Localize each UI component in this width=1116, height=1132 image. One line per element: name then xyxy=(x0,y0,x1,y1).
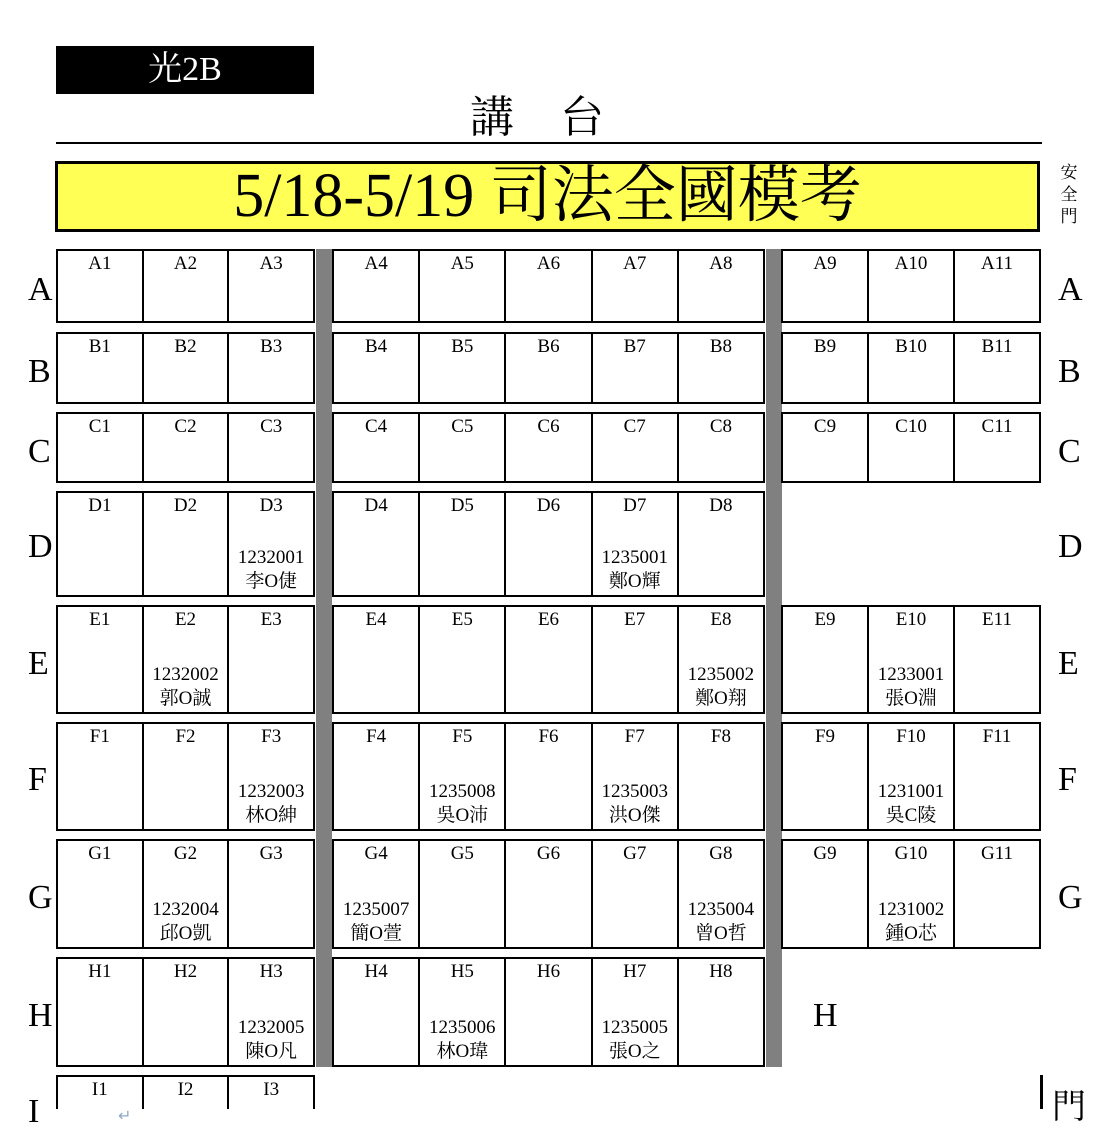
seat-a11[interactable] xyxy=(955,251,1039,321)
seat-h3[interactable] xyxy=(229,959,313,1065)
seat-h6[interactable] xyxy=(506,959,592,1065)
seat-number-label: A3 xyxy=(259,253,283,274)
row-label-left-i: I xyxy=(28,1093,40,1130)
seat-number-label: A8 xyxy=(709,253,733,274)
seat-e9[interactable] xyxy=(783,607,869,712)
seat-number-label: C7 xyxy=(623,416,646,437)
seat-b1[interactable] xyxy=(58,334,144,402)
seat-b7[interactable] xyxy=(593,334,679,402)
seat-i3[interactable] xyxy=(229,1077,313,1109)
examinee-name: 陳O凡 xyxy=(245,1041,298,1062)
examinee-name: 洪O傑 xyxy=(608,805,661,826)
seat-f6[interactable] xyxy=(506,724,592,829)
seat-number-label: E10 xyxy=(895,609,927,630)
seat-f8[interactable] xyxy=(679,724,763,829)
seat-number-label: A2 xyxy=(173,253,198,274)
examinee-id: 1235001 xyxy=(601,547,668,568)
seat-number-label: D6 xyxy=(536,495,561,516)
seat-a2[interactable] xyxy=(144,251,230,321)
seat-a6[interactable] xyxy=(506,251,592,321)
seat-b2[interactable] xyxy=(144,334,230,402)
examinee-id: 1235005 xyxy=(601,1017,668,1038)
door-line xyxy=(1040,1075,1043,1109)
seat-h8[interactable] xyxy=(679,959,763,1065)
seat-e2[interactable] xyxy=(144,607,230,712)
seat-c6[interactable] xyxy=(506,414,592,481)
examinee-name: 林O紳 xyxy=(245,805,298,826)
seat-block-c-2 xyxy=(332,412,765,483)
safety-exit-label: 安全門 xyxy=(1060,163,1078,226)
seat-number-label: E5 xyxy=(451,609,473,630)
examinee-name: 曾O哲 xyxy=(695,923,747,944)
seat-h5[interactable] xyxy=(420,959,506,1065)
seat-b8[interactable] xyxy=(679,334,763,402)
examinee-id: 1235004 xyxy=(687,899,755,920)
seat-number-label: E11 xyxy=(982,609,1012,630)
row-label-left-f: F xyxy=(28,761,47,798)
seat-number-label: C10 xyxy=(895,416,927,437)
examinee-name: 郭O誠 xyxy=(159,688,212,709)
seat-b6[interactable] xyxy=(506,334,592,402)
seat-number-label: F7 xyxy=(624,726,645,747)
row-label-left-b: B xyxy=(28,353,51,390)
seat-number-label: I2 xyxy=(177,1079,194,1100)
examinee-id: 1232001 xyxy=(237,547,305,568)
paragraph-return-mark: ↵ xyxy=(118,1106,132,1125)
seat-a3[interactable] xyxy=(229,251,313,321)
seat-block-e-3 xyxy=(781,605,1041,714)
seat-block-d-1 xyxy=(56,491,315,597)
seat-d8[interactable] xyxy=(679,493,763,595)
examinee-name: 吳C陵 xyxy=(885,805,937,826)
seat-number-label: F2 xyxy=(175,726,196,747)
row-label-left-g: G xyxy=(28,879,53,916)
seat-number-label: G10 xyxy=(894,843,928,864)
door-label: 門 xyxy=(1052,1089,1086,1126)
seat-block-c-1 xyxy=(56,412,315,483)
seat-block-b-1 xyxy=(56,332,315,404)
seat-block-a-3 xyxy=(781,249,1041,323)
seat-c5[interactable] xyxy=(420,414,506,481)
seat-h4[interactable] xyxy=(334,959,420,1065)
seat-a4[interactable] xyxy=(334,251,420,321)
seat-f9[interactable] xyxy=(783,724,869,829)
seat-number-label: F11 xyxy=(982,726,1012,747)
seat-f2[interactable] xyxy=(144,724,230,829)
seat-number-label: E9 xyxy=(814,609,836,630)
seat-b10[interactable] xyxy=(869,334,955,402)
seat-d1[interactable] xyxy=(58,493,144,595)
seat-i2[interactable] xyxy=(144,1077,230,1109)
seat-number-label: C6 xyxy=(537,416,560,437)
seat-number-label: G8 xyxy=(709,843,733,864)
seat-number-label: E1 xyxy=(89,609,111,630)
seat-number-label: B3 xyxy=(260,336,283,357)
row-label-left-e: E xyxy=(28,645,49,682)
examinee-name: 李O倢 xyxy=(245,571,298,592)
seat-number-label: H2 xyxy=(173,961,198,982)
seat-e7[interactable] xyxy=(593,607,679,712)
seat-number-label: F8 xyxy=(710,726,731,747)
seat-e6[interactable] xyxy=(506,607,592,712)
seat-b3[interactable] xyxy=(229,334,313,402)
examinee-id: 1235003 xyxy=(601,781,668,802)
seat-number-label: F1 xyxy=(89,726,110,747)
seat-number-label: A6 xyxy=(536,253,561,274)
seat-d3[interactable] xyxy=(229,493,313,595)
seat-number-label: D1 xyxy=(88,495,112,516)
seat-number-label: D8 xyxy=(709,495,733,516)
exam-title-banner: 5/18-5/19 司法全國模考 xyxy=(55,161,1040,232)
seat-number-label: A5 xyxy=(450,253,474,274)
seat-c4[interactable] xyxy=(334,414,420,481)
seat-g4[interactable] xyxy=(334,841,420,947)
examinee-name: 鄭O輝 xyxy=(608,571,661,592)
seat-block-f-3 xyxy=(781,722,1041,831)
seat-d5[interactable] xyxy=(420,493,506,595)
seat-f3[interactable] xyxy=(229,724,313,829)
seat-g6[interactable] xyxy=(506,841,592,947)
seat-block-g-2 xyxy=(332,839,765,949)
seat-a8[interactable] xyxy=(679,251,763,321)
seat-number-label: F9 xyxy=(814,726,836,747)
seat-number-label: B6 xyxy=(537,336,560,357)
seat-number-label: G11 xyxy=(980,843,1014,864)
seat-block-f-2 xyxy=(332,722,765,831)
seat-number-label: G5 xyxy=(450,843,474,864)
seat-h2[interactable] xyxy=(144,959,230,1065)
seat-block-c-3 xyxy=(781,412,1041,483)
seat-c9[interactable] xyxy=(783,414,869,481)
seat-number-label: E2 xyxy=(174,609,197,630)
seat-number-label: F10 xyxy=(896,726,926,747)
seat-e10[interactable] xyxy=(869,607,955,712)
seat-g7[interactable] xyxy=(593,841,679,947)
seat-f7[interactable] xyxy=(593,724,679,829)
seat-number-label: C8 xyxy=(709,416,732,437)
examinee-name: 邱O凱 xyxy=(159,923,212,944)
seat-number-label: B7 xyxy=(623,336,646,357)
row-label-right-g: G xyxy=(1058,879,1083,916)
seat-number-label: I1 xyxy=(91,1079,108,1100)
row-label-left-h: H xyxy=(28,997,53,1034)
seat-number-label: A11 xyxy=(980,253,1014,274)
seat-g9[interactable] xyxy=(783,841,869,947)
seat-g1[interactable] xyxy=(58,841,144,947)
seat-number-label: B2 xyxy=(174,336,197,357)
seat-number-label: I3 xyxy=(263,1079,280,1100)
seat-e4[interactable] xyxy=(334,607,420,712)
examinee-id: 1231001 xyxy=(877,781,945,802)
seat-block-g-1 xyxy=(56,839,315,949)
row-label-right-d: D xyxy=(1058,528,1083,565)
seat-f5[interactable] xyxy=(420,724,506,829)
examinee-name: 鄭O翔 xyxy=(695,688,747,709)
seat-block-a-1 xyxy=(56,249,315,323)
row-label-left-a: A xyxy=(28,271,53,308)
examinee-id: 1235002 xyxy=(687,664,755,685)
seat-block-a-2 xyxy=(332,249,765,323)
seat-block-g-3 xyxy=(781,839,1041,949)
seat-number-label: G6 xyxy=(536,843,561,864)
seat-g3[interactable] xyxy=(229,841,313,947)
seat-number-label: G3 xyxy=(259,843,283,864)
seat-number-label: B10 xyxy=(895,336,927,357)
examinee-name: 張O之 xyxy=(608,1041,661,1062)
seat-c7[interactable] xyxy=(593,414,679,481)
seat-number-label: B1 xyxy=(88,336,111,357)
seat-number-label: E8 xyxy=(710,609,732,630)
seat-block-d-2 xyxy=(332,491,765,597)
seat-block-e-2 xyxy=(332,605,765,714)
seat-c3[interactable] xyxy=(229,414,313,481)
seat-a1[interactable] xyxy=(58,251,144,321)
examinee-name: 鍾O芯 xyxy=(885,923,937,944)
seat-a9[interactable] xyxy=(783,251,869,321)
seat-number-label: D7 xyxy=(623,495,647,516)
seat-c1[interactable] xyxy=(58,414,144,481)
seat-number-label: G9 xyxy=(813,843,837,864)
seat-h7[interactable] xyxy=(593,959,679,1065)
row-label-right-a: A xyxy=(1058,271,1083,308)
seat-a5[interactable] xyxy=(420,251,506,321)
seat-number-label: G4 xyxy=(364,843,388,864)
seat-number-label: A4 xyxy=(364,253,388,274)
row-label-right-e: E xyxy=(1058,645,1079,682)
examinee-name: 張O淵 xyxy=(885,688,937,709)
seat-number-label: C2 xyxy=(174,416,197,437)
examinee-id: 1235007 xyxy=(342,899,410,920)
seat-c10[interactable] xyxy=(869,414,955,481)
row-label-right-c: C xyxy=(1058,433,1081,470)
seat-f11[interactable] xyxy=(955,724,1039,829)
seat-block-b-3 xyxy=(781,332,1041,404)
seat-e3[interactable] xyxy=(229,607,313,712)
seat-block-f-1 xyxy=(56,722,315,831)
seat-i1[interactable] xyxy=(58,1077,144,1109)
seat-e11[interactable] xyxy=(955,607,1039,712)
seat-number-label: B5 xyxy=(451,336,474,357)
seat-number-label: B4 xyxy=(365,336,388,357)
seat-number-label: F3 xyxy=(261,726,282,747)
seat-g10[interactable] xyxy=(869,841,955,947)
seat-number-label: E6 xyxy=(537,609,560,630)
seat-number-label: E7 xyxy=(624,609,646,630)
seat-d7[interactable] xyxy=(593,493,679,595)
seat-number-label: D3 xyxy=(259,495,283,516)
examinee-name: 林O瑋 xyxy=(436,1041,489,1062)
examinee-id: 1232003 xyxy=(237,781,305,802)
seat-block-h-2 xyxy=(332,957,765,1067)
seat-g5[interactable] xyxy=(420,841,506,947)
seat-c11[interactable] xyxy=(955,414,1039,481)
row-label-right-b: B xyxy=(1058,353,1081,390)
seat-block-e-1 xyxy=(56,605,315,714)
seat-b5[interactable] xyxy=(420,334,506,402)
left-aisle xyxy=(316,249,332,1067)
seat-e5[interactable] xyxy=(420,607,506,712)
seat-number-label: A9 xyxy=(813,253,837,274)
seat-a7[interactable] xyxy=(593,251,679,321)
seat-number-label: E4 xyxy=(365,609,387,630)
right-aisle xyxy=(766,249,782,1067)
examinee-id: 1232002 xyxy=(152,664,219,685)
seat-number-label: C1 xyxy=(88,416,111,437)
row-label-right-f: F xyxy=(1058,761,1077,798)
seat-g2[interactable] xyxy=(144,841,230,947)
room-label: 光2B xyxy=(56,46,314,94)
seat-number-label: H4 xyxy=(364,961,388,982)
examinee-id: 1232005 xyxy=(237,1017,305,1038)
seat-number-label: D5 xyxy=(450,495,474,516)
seat-f1[interactable] xyxy=(58,724,144,829)
seat-number-label: A1 xyxy=(88,253,112,274)
seat-number-label: H6 xyxy=(536,961,561,982)
examinee-id: 1231002 xyxy=(877,899,945,920)
seat-number-label: C11 xyxy=(981,416,1013,437)
seat-d2[interactable] xyxy=(144,493,230,595)
examinee-name: 吳O沛 xyxy=(436,805,489,826)
seat-number-label: B8 xyxy=(709,336,732,357)
seat-number-label: E3 xyxy=(260,609,282,630)
seat-number-label: H5 xyxy=(450,961,474,982)
seat-number-label: C4 xyxy=(365,416,388,437)
seat-number-label: C3 xyxy=(260,416,283,437)
seat-h1[interactable] xyxy=(58,959,144,1065)
row-label-left-c: C xyxy=(28,433,51,470)
seat-number-label: H7 xyxy=(623,961,647,982)
seat-number-label: G1 xyxy=(88,843,112,864)
examinee-id: 1232004 xyxy=(152,899,219,920)
seat-number-label: B9 xyxy=(813,336,837,357)
seat-number-label: H1 xyxy=(88,961,112,982)
seat-number-label: F5 xyxy=(452,726,473,747)
row-label-right-h: H xyxy=(813,997,838,1034)
seat-number-label: A7 xyxy=(623,253,647,274)
row-label-left-d: D xyxy=(28,528,53,565)
seat-c2[interactable] xyxy=(144,414,230,481)
examinee-id: 1235008 xyxy=(429,781,496,802)
seat-g8[interactable] xyxy=(679,841,763,947)
seat-e1[interactable] xyxy=(58,607,144,712)
seat-block-i-1 xyxy=(56,1075,315,1109)
examinee-id: 1233001 xyxy=(877,664,945,685)
seat-e8[interactable] xyxy=(679,607,763,712)
seat-d6[interactable] xyxy=(506,493,592,595)
seat-number-label: D4 xyxy=(364,495,388,516)
seat-number-label: D2 xyxy=(173,495,198,516)
podium-line xyxy=(56,142,1042,144)
examinee-name: 簡O萱 xyxy=(350,923,402,944)
seat-number-label: H8 xyxy=(709,961,733,982)
seat-number-label: C9 xyxy=(813,416,837,437)
seat-g11[interactable] xyxy=(955,841,1039,947)
seat-a10[interactable] xyxy=(869,251,955,321)
seat-f10[interactable] xyxy=(869,724,955,829)
podium-title: 講台 xyxy=(470,93,650,142)
seat-d4[interactable] xyxy=(334,493,420,595)
seat-number-label: A10 xyxy=(894,253,928,274)
seat-number-label: H3 xyxy=(259,961,283,982)
seat-number-label: C5 xyxy=(451,416,474,437)
examinee-id: 1235006 xyxy=(429,1017,496,1038)
seat-number-label: F6 xyxy=(538,726,559,747)
seat-number-label: F4 xyxy=(366,726,387,747)
seat-b9[interactable] xyxy=(783,334,869,402)
seat-number-label: G2 xyxy=(173,843,198,864)
seat-number-label: B11 xyxy=(981,336,1013,357)
seat-b11[interactable] xyxy=(955,334,1039,402)
seat-c8[interactable] xyxy=(679,414,763,481)
seat-f4[interactable] xyxy=(334,724,420,829)
seat-block-h-1 xyxy=(56,957,315,1067)
seat-number-label: G7 xyxy=(623,843,647,864)
seat-block-b-2 xyxy=(332,332,765,404)
seat-b4[interactable] xyxy=(334,334,420,402)
